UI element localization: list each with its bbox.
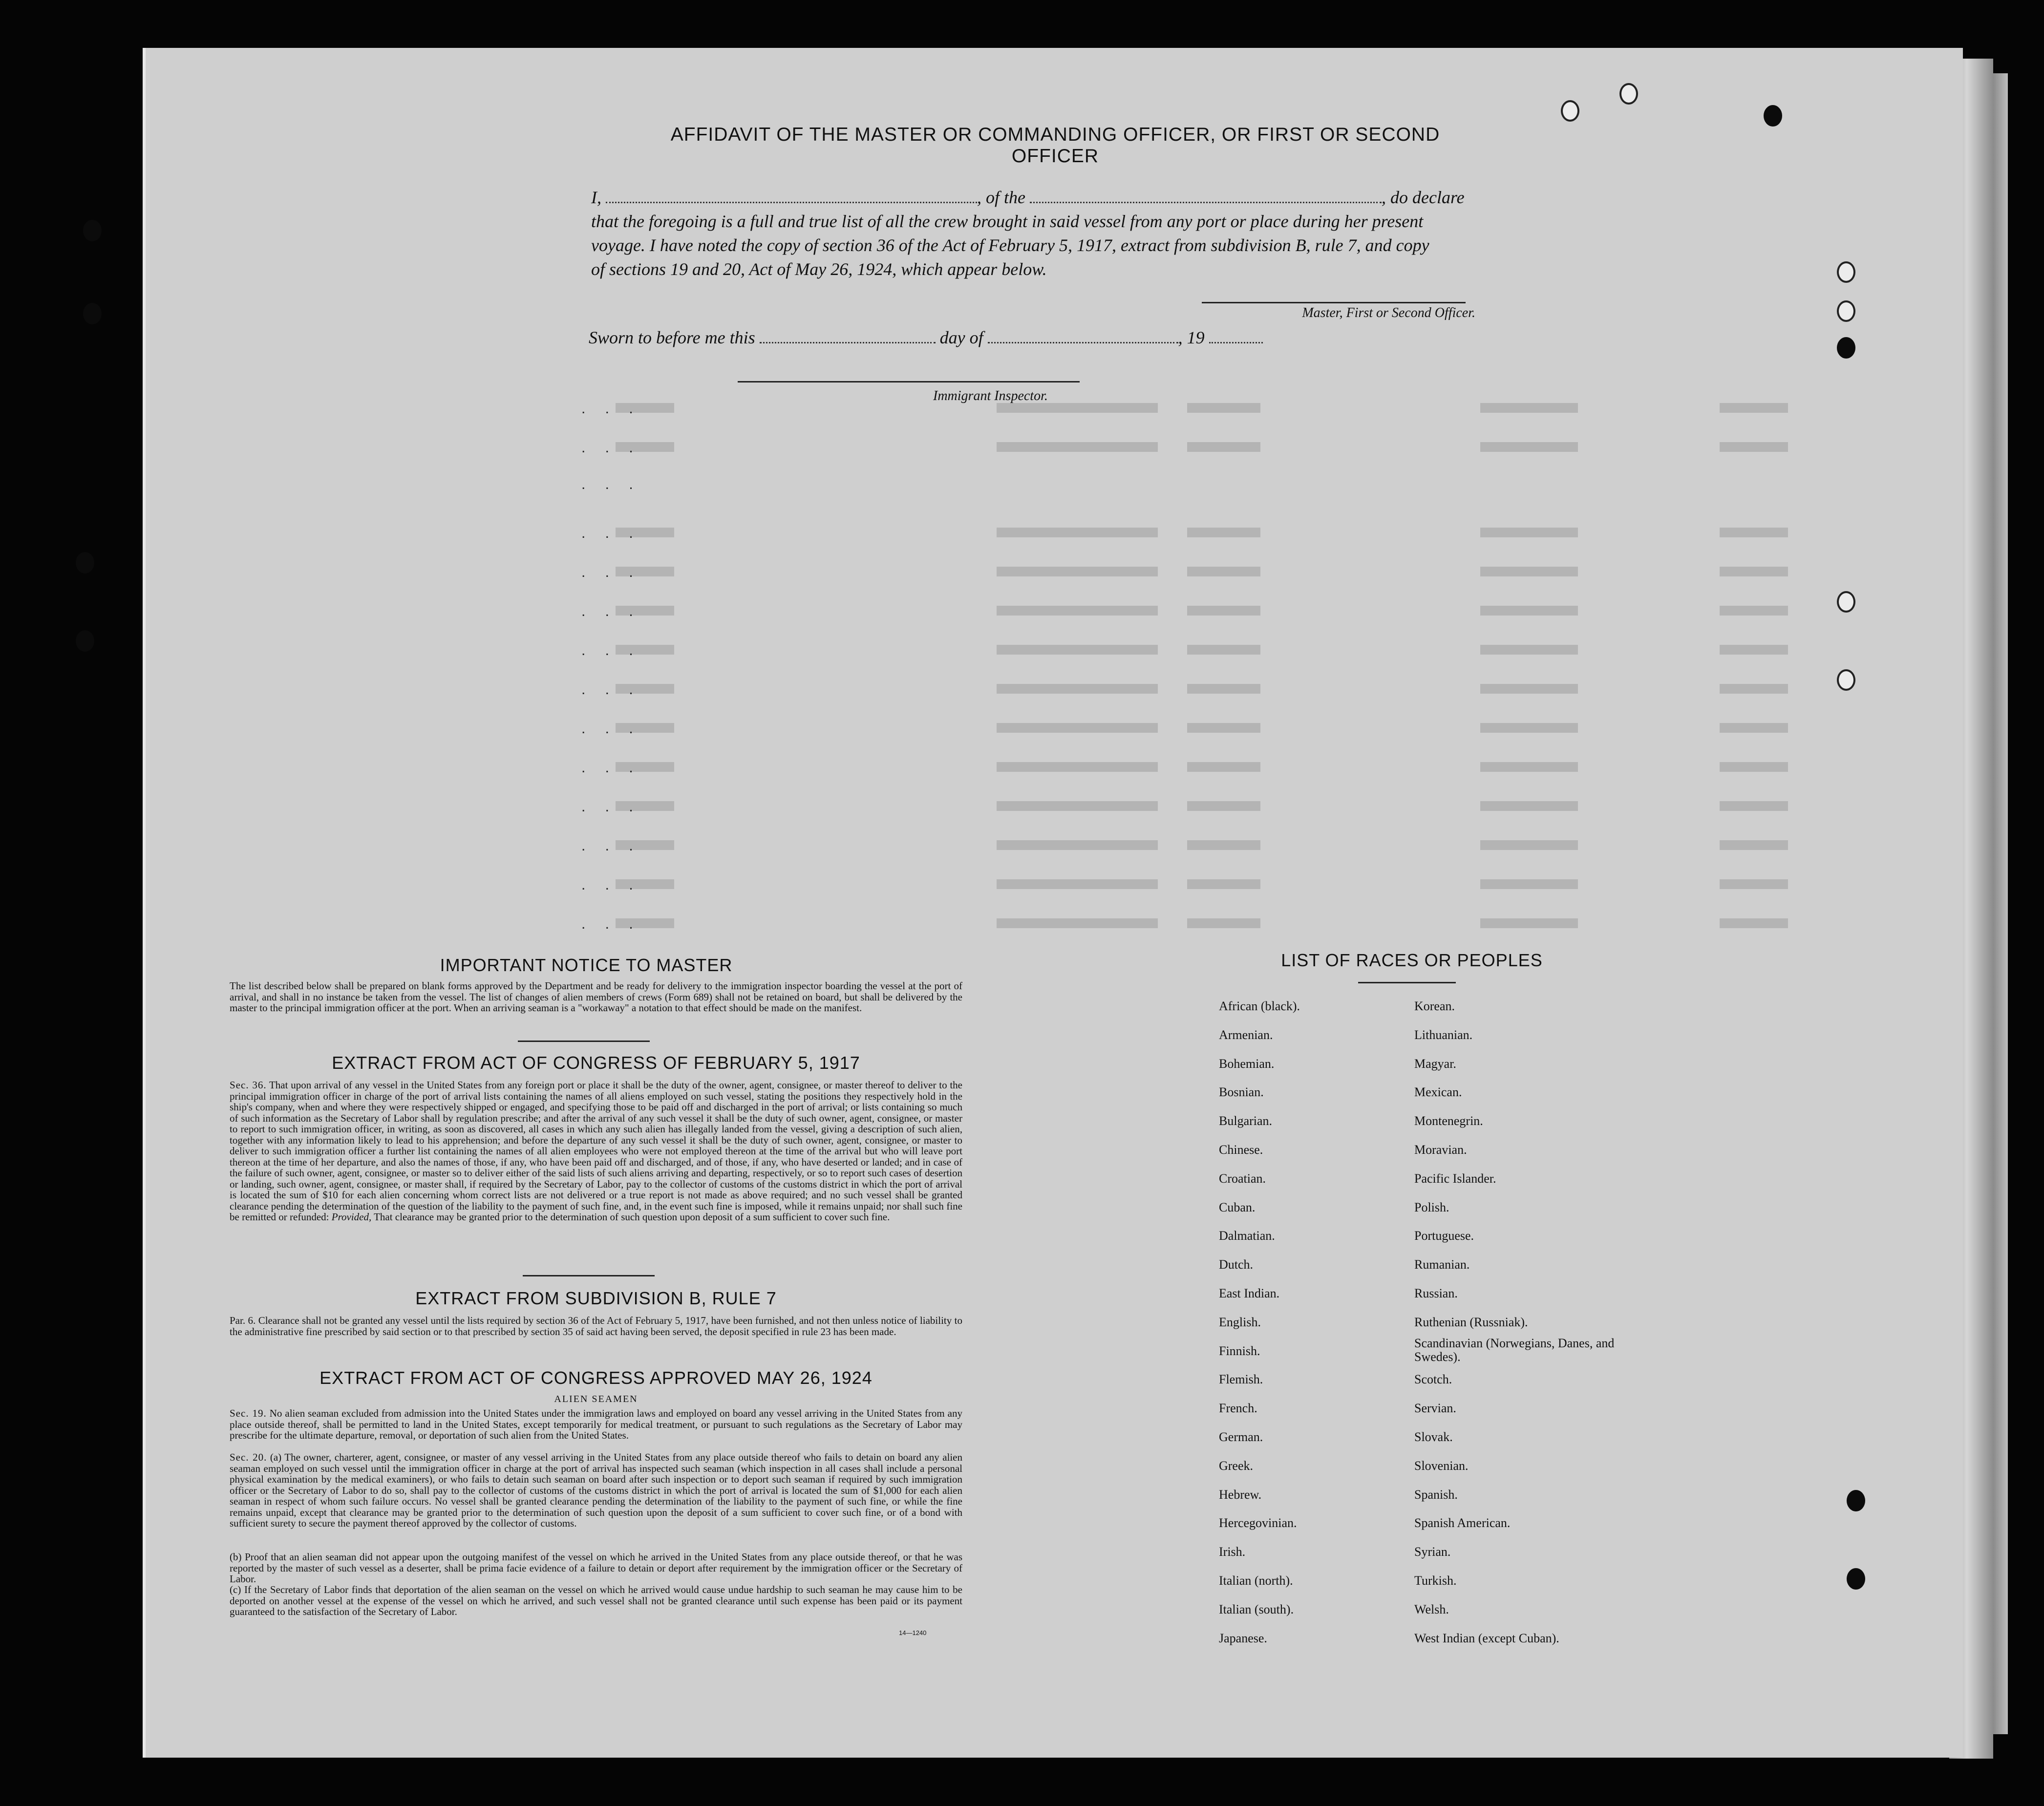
race-item: Korean. [1414,999,1455,1013]
race-item: Japanese. [1219,1631,1267,1645]
declaration-line-2: that the foregoing is a full and true list of all the crew brought in said vessel from any port or place during her present [591,212,1424,231]
sworn-statement [589,327,1263,348]
race-item: Flemish. [1219,1372,1263,1387]
binding-hole [76,630,94,652]
binding-hole [76,552,94,574]
binding-hole [1764,105,1782,127]
do-declare-label: , do declare [1381,188,1465,207]
race-item: Syrian. [1414,1545,1451,1559]
sworn-day-label: day of [939,328,983,347]
race-item: Italian (south). [1219,1602,1294,1616]
race-item: Spanish. [1414,1487,1458,1502]
race-item: Bosnian. [1219,1085,1264,1100]
race-item: Hebrew. [1219,1487,1262,1502]
binding-hole [1837,300,1855,322]
extract-1917-title: EXTRACT FROM ACT OF CONGRESS OF FEBRUARY 5, 1917 [332,1053,860,1073]
race-item: Pacific Islander. [1414,1171,1496,1186]
signature-label: Master, First or Second Officer. [1302,305,1475,320]
binding-hole [1847,1490,1865,1511]
race-item: Montenegrin. [1414,1114,1483,1128]
race-item: Scandinavian (Norwegians, Danes, and Swedes). [1414,1336,1615,1364]
alien-seamen-subtitle: ALIEN SEAMEN [554,1394,638,1404]
sworn-prefix: Sworn to before me this [589,328,755,347]
race-item: Turkish. [1414,1573,1457,1588]
race-item: Croatian. [1219,1171,1266,1186]
declaration-line-4: of sections 19 and 20, Act of May 26, 1924, which appear below. [591,259,1047,279]
race-item: French. [1219,1401,1257,1416]
races-title: LIST OF RACES OR PEOPLES [1281,950,1543,970]
divider [1358,982,1456,983]
race-item: Lithuanian. [1414,1027,1473,1042]
binding-hole [1837,337,1855,359]
binding-hole [1847,1568,1865,1590]
race-item: Slovak. [1414,1430,1453,1444]
section-20a-text: (a) The owner, charterer, agent, consignee, or master of any vessel arriving in the United States from any place outside thereof who fails to detain on board any alien seaman employed on such vessel until the immigration officer in charge at the port of arrival has inspected such seaman (which inspection in all cases shall include a personal physical examination by the medical examiners), or who fails to detain such seaman on board after such inspection or to deport such seaman if required by such immigration officer or the Secretary of Labor to do so, shall pay to the collector of customs of the customs district in which the port of arrival is located the sum of $1,000 for each alien seaman in respect of whom such failure occurs. No vessel shall be granted clearance pending the determination of the liability to the payment of such fine, or while the fine remains unpaid, except that clearance may be granted prior to the determination of such question upon the deposit of a sum sufficient to cover such fine, or of a bond with sufficient surety to secure the payment thereof approved by the collector of customs. [230,1451,963,1529]
race-item: Dutch. [1219,1257,1254,1272]
binding-hole [1837,261,1855,283]
provided-word: Provided, [331,1211,372,1223]
declarant-name-field[interactable] [606,187,977,203]
section-19-label: Sec. 19. [230,1407,267,1419]
race-item: Polish. [1414,1200,1449,1214]
sworn-year-field[interactable] [1209,327,1263,343]
race-item: Spanish American. [1414,1516,1511,1530]
section-36-label: Sec. 36. [230,1079,267,1091]
race-item: English. [1219,1315,1261,1329]
sworn-month-field[interactable] [988,327,1178,343]
race-item: Armenian. [1219,1027,1273,1042]
race-item: Magyar. [1414,1056,1456,1071]
race-item: Bulgarian. [1219,1114,1273,1128]
binding-hole [83,220,102,241]
section-36-text-end: That clearance may be granted prior to the determination of such question upon deposit of a sum sufficient to cover such fine. [374,1211,890,1223]
section-20c: (c) If the Secretary of Labor finds that deportation of the alien seaman on the vessel on which he arrived would cause undue hardship to such seaman he may cause him to be deported on another vessel at the expense of the vessel on which he arrived, and such vessel shall not be granted clearance until such expense has been paid or its payment guaranteed to the satisfaction of the Secretary of Labor. [230,1584,962,1617]
divider [523,1275,655,1276]
extract-1924-title: EXTRACT FROM ACT OF CONGRESS APPROVED MAY 26, 1924 [319,1368,873,1388]
divider [518,1041,650,1042]
binding-hole [1561,100,1579,122]
race-item: Chinese. [1219,1143,1263,1157]
section-19-text: No alien seaman excluded from admission into the United States under the immigration laws and employed on board any vessel arriving in the United States from any place outside thereof, shall be permitted to land in the United States, except temporarily for medical treatment, or pursuant to such regulations as the Secretary of Labor may prescribe for the ultimate departure, removal, or deportation of such alien from the United States. [230,1407,963,1441]
race-item: African (black). [1219,999,1300,1013]
binding-hole [83,303,102,324]
notice-body: The list described below shall be prepared on blank forms approved by the Department and be ready for delivery to the immigration inspector boarding the vessel at the port of arrival, and shall in no instance be taken from the vessel. The list of changes of alien members of crews (Form 689) shall not be retained on board, but shall be delivered by the master to the principal immigration officer at the port. When an arriving seaman is a "workaway" a notation to that effect should be made on the manifest. [230,980,962,1014]
race-item: Rumanian. [1414,1257,1470,1272]
section-20b: (b) Proof that an alien seaman did not appear upon the outgoing manifest of the vessel on which he arrived in the United States from any place outside thereof, or that he was reported by the master of such vessel as a deserter, shall be prima facie evidence of a failure to detain or deport after requirement by the immigration officer or the Secretary of Labor. [230,1551,962,1585]
rule7-title: EXTRACT FROM SUBDIVISION B, RULE 7 [415,1288,777,1308]
section-19 [230,1408,962,1441]
race-item: Russian. [1414,1286,1458,1300]
vessel-name-field[interactable] [1030,187,1382,203]
binding-hole [1619,83,1638,105]
race-item: German. [1219,1430,1263,1444]
race-item: Italian (north). [1219,1573,1293,1588]
notice-title: IMPORTANT NOTICE TO MASTER [440,955,733,975]
inspector-label: Immigrant Inspector. [933,388,1048,404]
declaration-line-3: voyage. I have noted the copy of section 36 of the Act of February 5, 1917, extract from subdivision B, rule 7, and copy [591,235,1429,255]
race-item: Servian. [1414,1401,1456,1416]
race-item: Welsh. [1414,1602,1449,1616]
race-item: Ruthenian (Russniak). [1414,1315,1528,1329]
race-item: Slovenian. [1414,1458,1469,1473]
race-item: Moravian. [1414,1143,1467,1157]
race-item: Irish. [1219,1545,1246,1559]
race-item: Scotch. [1414,1372,1452,1387]
rule7-body: Par. 6. Clearance shall not be granted any vessel until the lists required by section 36 of the Act of February 5, 1917, have been furnished, and not then unless notice of liability to the administrative fine prescribed by said section or to that prescribed by section 35 of said act having been served, the deposit specified in rule 23 has been made. [230,1315,962,1338]
signature-line[interactable] [1202,302,1466,303]
sworn-year-label: , 19 [1178,328,1205,347]
race-item: Cuban. [1219,1200,1256,1214]
race-item: Portuguese. [1414,1229,1474,1243]
section-20-label: Sec. 20. [230,1451,267,1463]
race-item: Finnish. [1219,1343,1260,1358]
section-36-text: That upon arrival of any vessel in the United States from any foreign port or place it shall be the duty of the owner, agent, consignee, or master thereof to deliver to the principal immigration officer in charge of the port of arrival lists containing the names of all aliens employed on such vessel, stating the positions they respectively hold in the ship's company, when and where they were respectively shipped or engaged, and specifying those to be paid off and discharged in the port of arrival; or lists containing so much of such information as the Secretary of Labor shall by regulation prescribe; and after the arrival of any such vessel it shall be the duty of such owner, agent, consignee, or master to report to such immigration officer, in writing, as soon as discovered, all cases in which any such alien has illegally landed from the vessel, giving a description of such alien, together with any information likely to lead to his apprehension; and before the departure of any such vessel it shall be the duty of such owner, agent, consignee, or master to deliver to such immigration officer a further list containing the names of all alien employees who were not employed thereon at the time of the arrival but who will leave port thereon at the time of her departure, and also the names of those, if any, who have been paid off and discharged, and of those, if any, who have deserted or landed; and in case of the failure of such owner, agent, consignee, or master so to deliver either of the said lists of such aliens arriving and departing, respectively, or so to report such cases of desertion or landing, such owner, agent, consignee, or master shall, if required by the Secretary of Labor, pay to the collector of customs of the customs district in which the port of arrival is located the sum of $10 for each alien concerning whom correct lists are not delivered or a true report is not made as above required; and no such vessel shall be granted clearance pending the determination of the question of the liability to the payment of such fine, and, in the event such fine is imposed, while it remains unpaid; nor shall such fine be remitted or refunded: [230,1079,962,1223]
extract-1917-body [230,1080,962,1223]
race-item: Hercegovinian. [1219,1516,1297,1530]
sworn-day-field[interactable] [760,327,936,343]
inspector-signature-line[interactable] [738,381,1080,382]
race-item: East Indian. [1219,1286,1280,1300]
section-20a [230,1452,962,1529]
form-code: 14—1240 [899,1629,927,1636]
race-item: West Indian (except Cuban). [1414,1631,1559,1645]
race-item: Bohemian. [1219,1056,1275,1071]
race-item: Greek. [1219,1458,1254,1473]
affidavit-declaration [591,186,1519,281]
affidavit-title: AFFIDAVIT OF THE MASTER OR COMMANDING OFFICER, OR FIRST OR SECOND OFFICER [670,124,1440,167]
declarant-prefix: I, [591,188,601,207]
of-the-label: , of the [977,188,1025,207]
race-item: Dalmatian. [1219,1229,1275,1243]
race-item: Mexican. [1414,1085,1462,1100]
